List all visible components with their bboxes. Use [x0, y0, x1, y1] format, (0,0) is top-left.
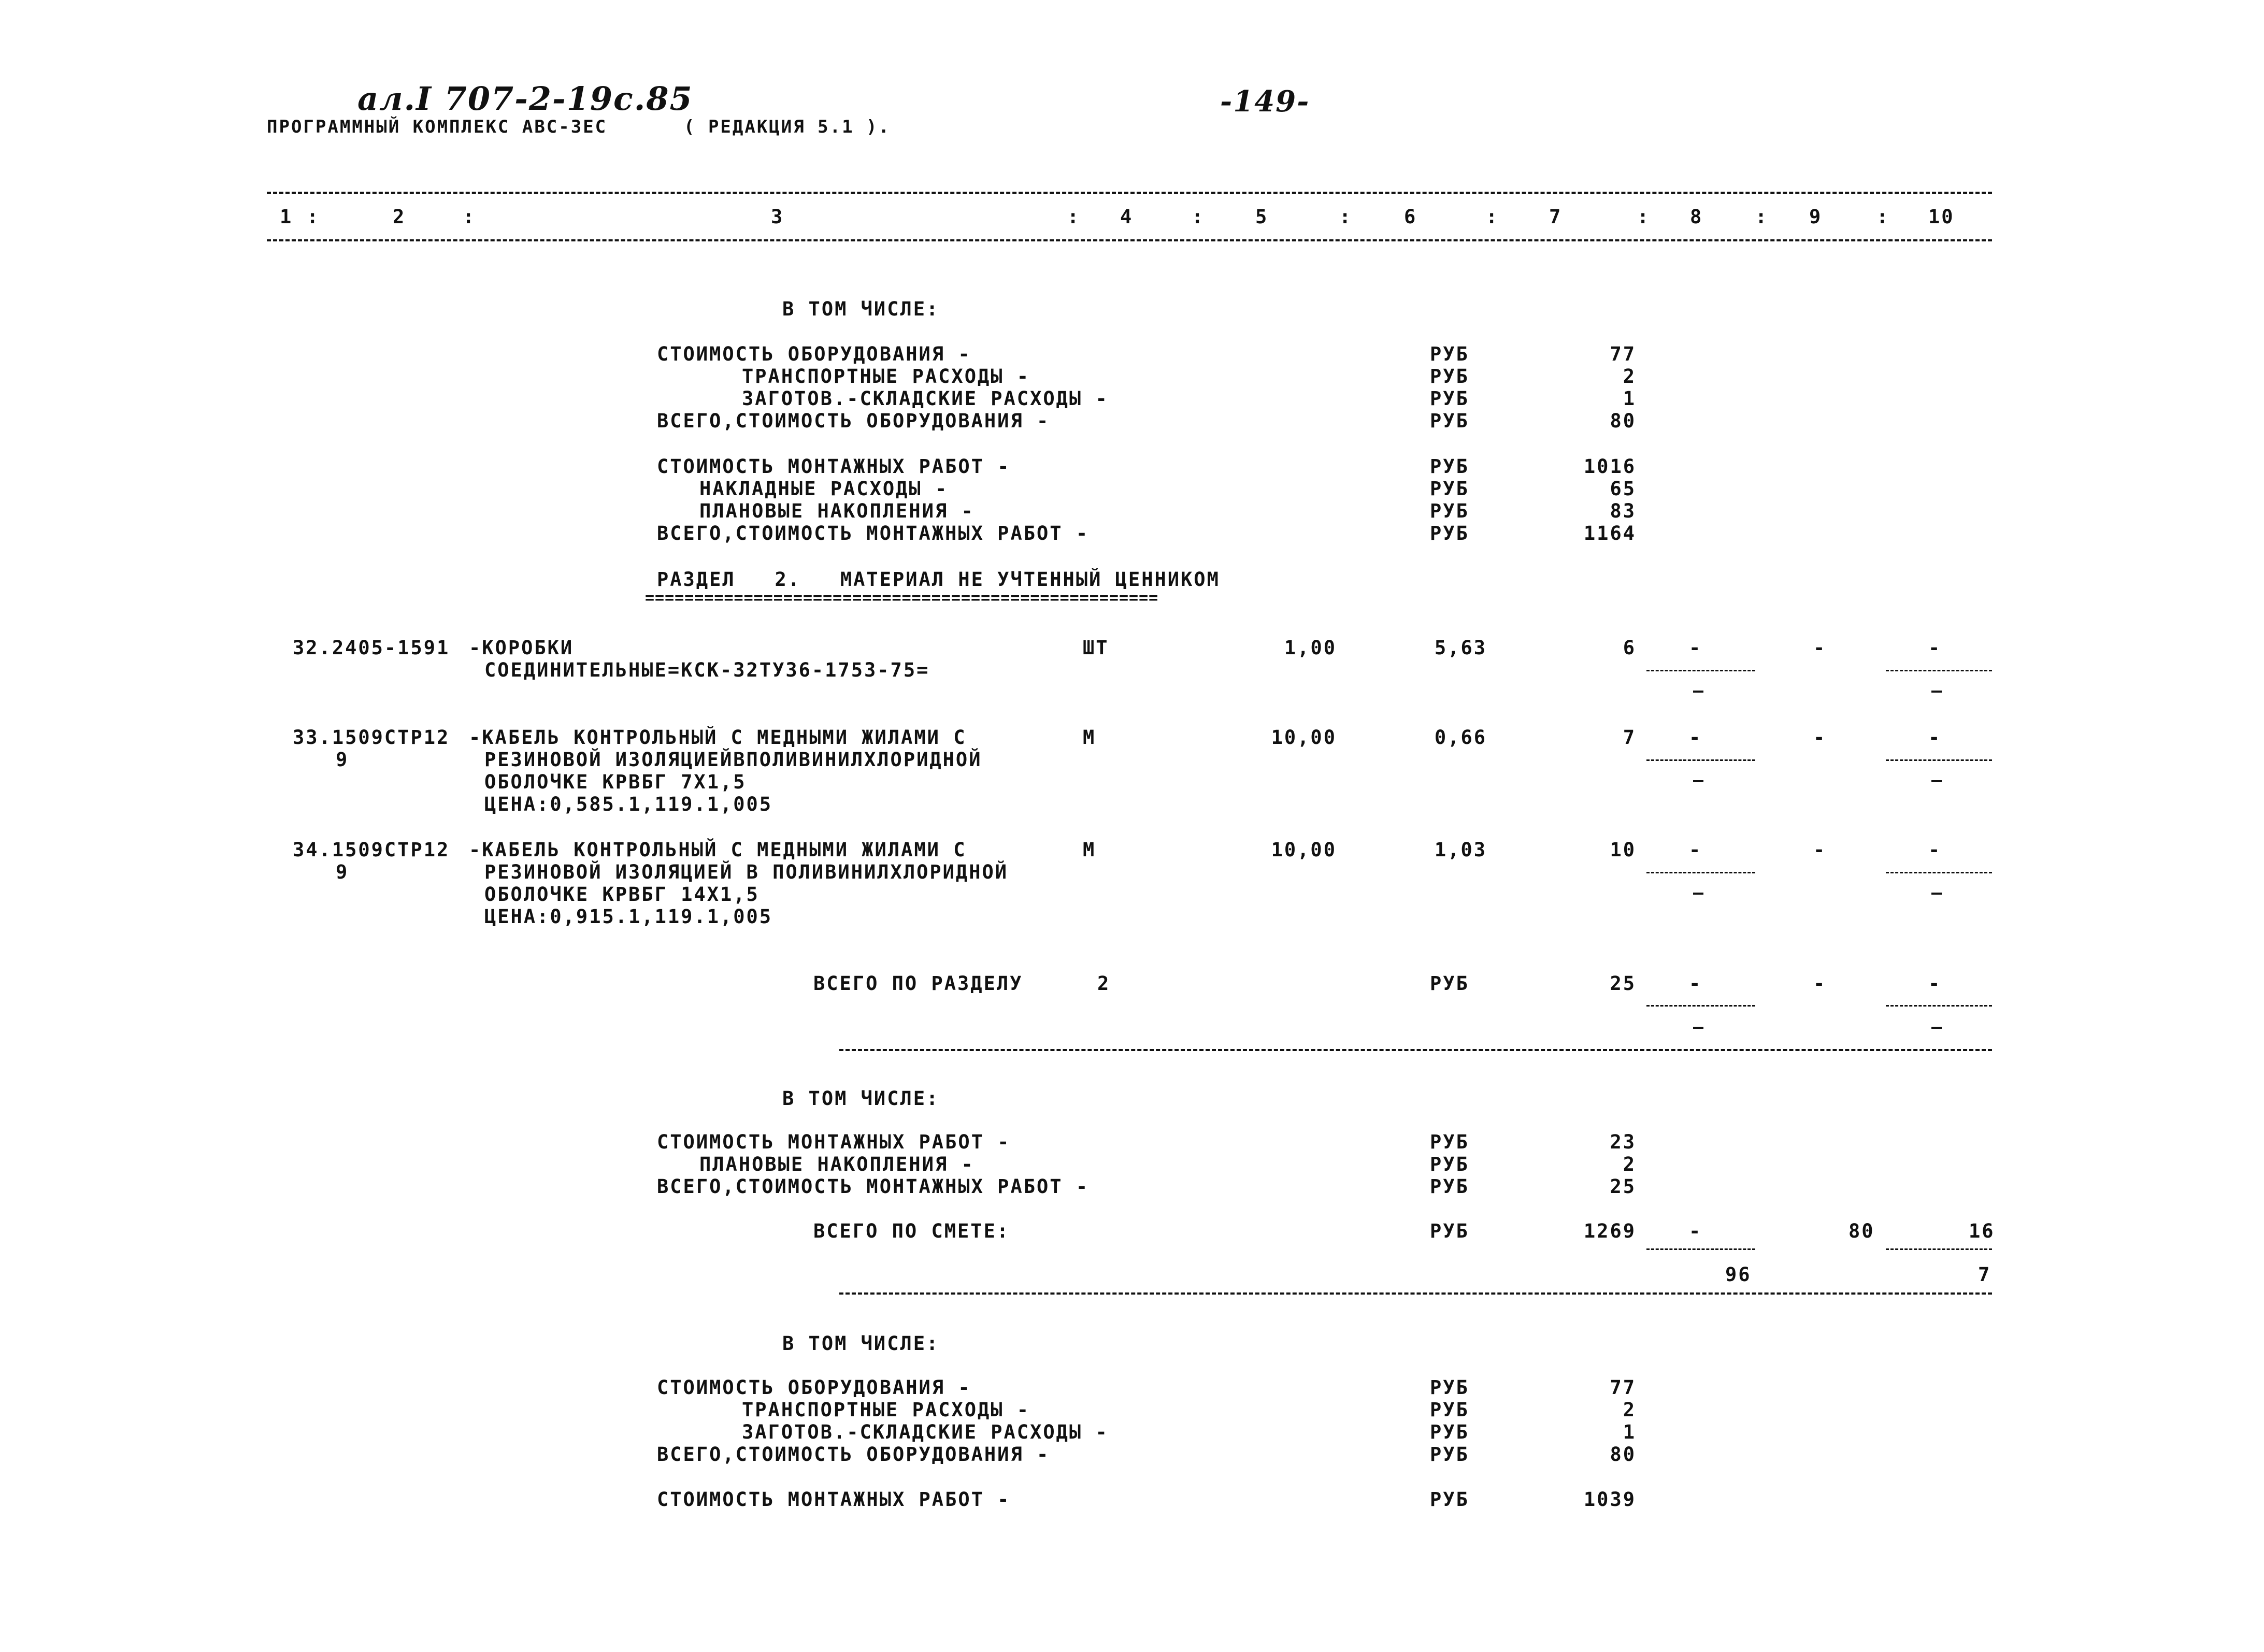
block-title: В ТОМ ЧИСЛЕ: — [782, 298, 940, 320]
page-number: -149- — [1220, 84, 1310, 119]
cost-label: НАКЛАДНЫЕ РАСХОДЫ - — [699, 478, 949, 500]
item-description-line: -КАБЕЛЬ КОНТРОЛЬНЫЙ С МЕДНЫМИ ЖИЛАМИ С — [469, 726, 967, 749]
estimate-total-col8-sub: 96 — [1725, 1263, 1752, 1286]
cell-rule — [1646, 670, 1755, 671]
column-number: 6 — [1404, 206, 1417, 228]
column-number: 1 — [280, 206, 293, 228]
cost-value: 23 — [1610, 1131, 1636, 1153]
item-price: 5,63 — [1434, 637, 1487, 659]
cost-label: СТОИМОСТЬ ОБОРУДОВАНИЯ - — [657, 1376, 971, 1399]
column-number: 3 — [771, 206, 784, 228]
currency-unit: РУБ — [1430, 972, 1469, 995]
currency-unit: РУБ — [1430, 387, 1469, 410]
column-number: 9 — [1809, 206, 1823, 228]
column-separator: : — [1876, 206, 1890, 228]
cell-rule — [1646, 1248, 1755, 1250]
cell-rule — [1886, 759, 1992, 761]
estimate-total-value: 1269 — [1583, 1220, 1636, 1242]
currency-unit: РУБ — [1430, 455, 1469, 478]
estimate-total-col10-sub: 7 — [1978, 1263, 1991, 1286]
currency-unit: РУБ — [1430, 1175, 1469, 1198]
item-quantity: 10,00 — [1271, 726, 1337, 749]
currency-unit: РУБ — [1430, 343, 1469, 365]
currency-unit: РУБ — [1430, 1376, 1469, 1399]
column-number: 8 — [1690, 206, 1703, 228]
cost-label: ВСЕГО,СТОИМОСТЬ ОБОРУДОВАНИЯ - — [657, 1443, 1050, 1466]
column-number: 4 — [1120, 206, 1134, 228]
cost-label: СТОИМОСТЬ МОНТАЖНЫХ РАБОТ - — [657, 455, 1011, 478]
estimate-total-rule — [839, 1292, 1992, 1295]
cost-value: 1016 — [1583, 455, 1636, 478]
item-col9: - — [1813, 637, 1827, 659]
block-title: В ТОМ ЧИСЛЕ: — [782, 1087, 940, 1110]
cell-dash — [1931, 780, 1942, 782]
column-separator: : — [1486, 206, 1499, 228]
item-total: 10 — [1610, 839, 1636, 861]
estimate-total-col8: - — [1689, 1220, 1702, 1242]
cost-value: 77 — [1610, 343, 1636, 365]
cell-rule — [1886, 872, 1992, 873]
cost-value: 1 — [1623, 1421, 1636, 1443]
cost-value: 65 — [1610, 478, 1636, 500]
cell-dash — [1931, 691, 1942, 693]
item-price: 1,03 — [1434, 839, 1487, 861]
section-total-number: 2 — [1097, 972, 1111, 995]
cell-rule — [1646, 1005, 1755, 1007]
currency-unit: РУБ — [1430, 1131, 1469, 1153]
column-number: 5 — [1255, 206, 1269, 228]
cell-dash — [1931, 1027, 1942, 1029]
cost-value: 2 — [1623, 1399, 1636, 1421]
cost-label: ЗАГОТОВ.-СКЛАДСКИЕ РАСХОДЫ - — [742, 1421, 1109, 1443]
column-separator: : — [1192, 206, 1205, 228]
item-code: 33.1509СТР12 — [293, 726, 450, 749]
header-rule-bottom — [267, 239, 1992, 241]
handwritten-reference: ал.I 707-2-19с.85 — [357, 80, 693, 118]
cost-label: ТРАНСПОРТНЫЕ РАСХОДЫ - — [742, 365, 1030, 387]
currency-unit: РУБ — [1430, 410, 1469, 432]
cost-label: СТОИМОСТЬ МОНТАЖНЫХ РАБОТ - — [657, 1131, 1011, 1153]
currency-unit: РУБ — [1430, 1220, 1469, 1242]
column-number: 10 — [1928, 206, 1955, 228]
cell-dash — [1693, 893, 1703, 895]
program-edition: ( РЕДАКЦИЯ 5.1 ). — [684, 117, 891, 137]
item-description-line: ОБОЛОЧКЕ КРВБГ 7Х1,5 — [484, 771, 747, 793]
header-rule-top — [267, 192, 1992, 194]
cell-dash — [1693, 691, 1703, 693]
currency-unit: РУБ — [1430, 1488, 1469, 1511]
section-underline: ==================================================== — [645, 591, 1159, 606]
currency-unit: РУБ — [1430, 1443, 1469, 1466]
item-col8: - — [1689, 839, 1702, 861]
program-name: ПРОГРАММНЫЙ КОМПЛЕКС АВС-3ЕС — [267, 117, 608, 137]
cell-rule — [1886, 1005, 1992, 1007]
item-code: 32.2405-1591 — [293, 637, 450, 659]
currency-unit: РУБ — [1430, 1153, 1469, 1175]
currency-unit: РУБ — [1430, 478, 1469, 500]
cell-rule — [1886, 670, 1992, 671]
cost-value: 1 — [1623, 387, 1636, 410]
cost-value: 1164 — [1583, 522, 1636, 544]
cost-label: ПЛАНОВЫЕ НАКОПЛЕНИЯ - — [699, 500, 975, 522]
cell-rule — [1646, 759, 1755, 761]
item-description-line: -КАБЕЛЬ КОНТРОЛЬНЫЙ С МЕДНЫМИ ЖИЛАМИ С — [469, 839, 967, 861]
item-code: 34.1509СТР12 — [293, 839, 450, 861]
item-total: 7 — [1623, 726, 1636, 749]
column-separator: : — [307, 206, 320, 228]
item-quantity: 10,00 — [1271, 839, 1337, 861]
cost-label: СТОИМОСТЬ ОБОРУДОВАНИЯ - — [657, 343, 971, 365]
cell-dash — [1931, 893, 1942, 895]
cost-label: ВСЕГО,СТОИМОСТЬ МОНТАЖНЫХ РАБОТ - — [657, 1175, 1090, 1198]
cell-rule — [1886, 1248, 1992, 1250]
estimate-total-col10: 16 — [1969, 1220, 1995, 1242]
section-total-col9: - — [1813, 972, 1827, 995]
column-separator: : — [1067, 206, 1081, 228]
cell-dash — [1693, 780, 1703, 782]
item-quantity: 1,00 — [1284, 637, 1337, 659]
item-description-line: РЕЗИНОВОЙ ИЗОЛЯЦИЕЙ В ПОЛИВИНИЛХЛОРИДНОЙ — [484, 861, 1009, 883]
cost-label: ВСЕГО,СТОИМОСТЬ ОБОРУДОВАНИЯ - — [657, 410, 1050, 432]
item-unit: ШТ — [1083, 637, 1109, 659]
estimate-total-col9: 80 — [1849, 1220, 1875, 1242]
column-separator: : — [1637, 206, 1651, 228]
item-description-line: РЕЗИНОВОЙ ИЗОЛЯЦИЕЙВПОЛИВИНИЛХЛОРИДНОЙ — [484, 749, 982, 771]
item-description-line: ЦЕНА:0,915.1,119.1,005 — [484, 906, 773, 928]
cost-label: СТОИМОСТЬ МОНТАЖНЫХ РАБОТ - — [657, 1488, 1011, 1511]
item-code-suffix: 9 — [336, 861, 349, 883]
item-unit: М — [1083, 839, 1096, 861]
item-col9: - — [1813, 726, 1827, 749]
item-col10: - — [1928, 637, 1942, 659]
item-description-line: ЦЕНА:0,585.1,119.1,005 — [484, 793, 773, 815]
section-total-label: ВСЕГО ПО РАЗДЕЛУ — [813, 972, 1023, 995]
item-price: 0,66 — [1434, 726, 1487, 749]
item-description-line: -КОРОБКИ — [469, 637, 574, 659]
currency-unit: РУБ — [1430, 500, 1469, 522]
cell-dash — [1693, 1027, 1703, 1029]
item-total: 6 — [1623, 637, 1636, 659]
cost-label: ТРАНСПОРТНЫЕ РАСХОДЫ - — [742, 1399, 1030, 1421]
item-col10: - — [1928, 726, 1942, 749]
item-col8: - — [1689, 726, 1702, 749]
cost-value: 2 — [1623, 365, 1636, 387]
currency-unit: РУБ — [1430, 365, 1469, 387]
cost-value: 83 — [1610, 500, 1636, 522]
column-separator: : — [463, 206, 476, 228]
section-total-value: 25 — [1610, 972, 1636, 995]
column-number: 2 — [393, 206, 406, 228]
section-total-rule — [839, 1049, 1992, 1051]
cell-rule — [1646, 872, 1755, 873]
column-separator: : — [1339, 206, 1353, 228]
currency-unit: РУБ — [1430, 1421, 1469, 1443]
cost-value: 25 — [1610, 1175, 1636, 1198]
item-description-line: СОЕДИНИТЕЛЬНЫЕ=КСК-32ТУ36-1753-75= — [484, 659, 930, 681]
cost-value: 77 — [1610, 1376, 1636, 1399]
item-col8: - — [1689, 637, 1702, 659]
currency-unit: РУБ — [1430, 1399, 1469, 1421]
item-code-suffix: 9 — [336, 749, 349, 771]
currency-unit: РУБ — [1430, 522, 1469, 544]
estimate-total-label: ВСЕГО ПО СМЕТЕ: — [813, 1220, 1010, 1242]
column-separator: : — [1755, 206, 1769, 228]
cost-value: 80 — [1610, 410, 1636, 432]
section-total-col10: - — [1928, 972, 1942, 995]
item-col10: - — [1928, 839, 1942, 861]
cost-value: 80 — [1610, 1443, 1636, 1466]
cost-label: ВСЕГО,СТОИМОСТЬ МОНТАЖНЫХ РАБОТ - — [657, 522, 1090, 544]
item-unit: М — [1083, 726, 1096, 749]
section-total-col8: - — [1689, 972, 1702, 995]
block-title: В ТОМ ЧИСЛЕ: — [782, 1332, 940, 1355]
section-title: РАЗДЕЛ 2. МАТЕРИАЛ НЕ УЧТЕННЫЙ ЦЕННИКОМ — [657, 568, 1220, 591]
cost-value: 2 — [1623, 1153, 1636, 1175]
cost-value: 1039 — [1583, 1488, 1636, 1511]
column-number: 7 — [1549, 206, 1563, 228]
cost-label: ПЛАНОВЫЕ НАКОПЛЕНИЯ - — [699, 1153, 975, 1175]
item-col9: - — [1813, 839, 1827, 861]
item-description-line: ОБОЛОЧКЕ КРВБГ 14Х1,5 — [484, 883, 760, 906]
cost-label: ЗАГОТОВ.-СКЛАДСКИЕ РАСХОДЫ - — [742, 387, 1109, 410]
